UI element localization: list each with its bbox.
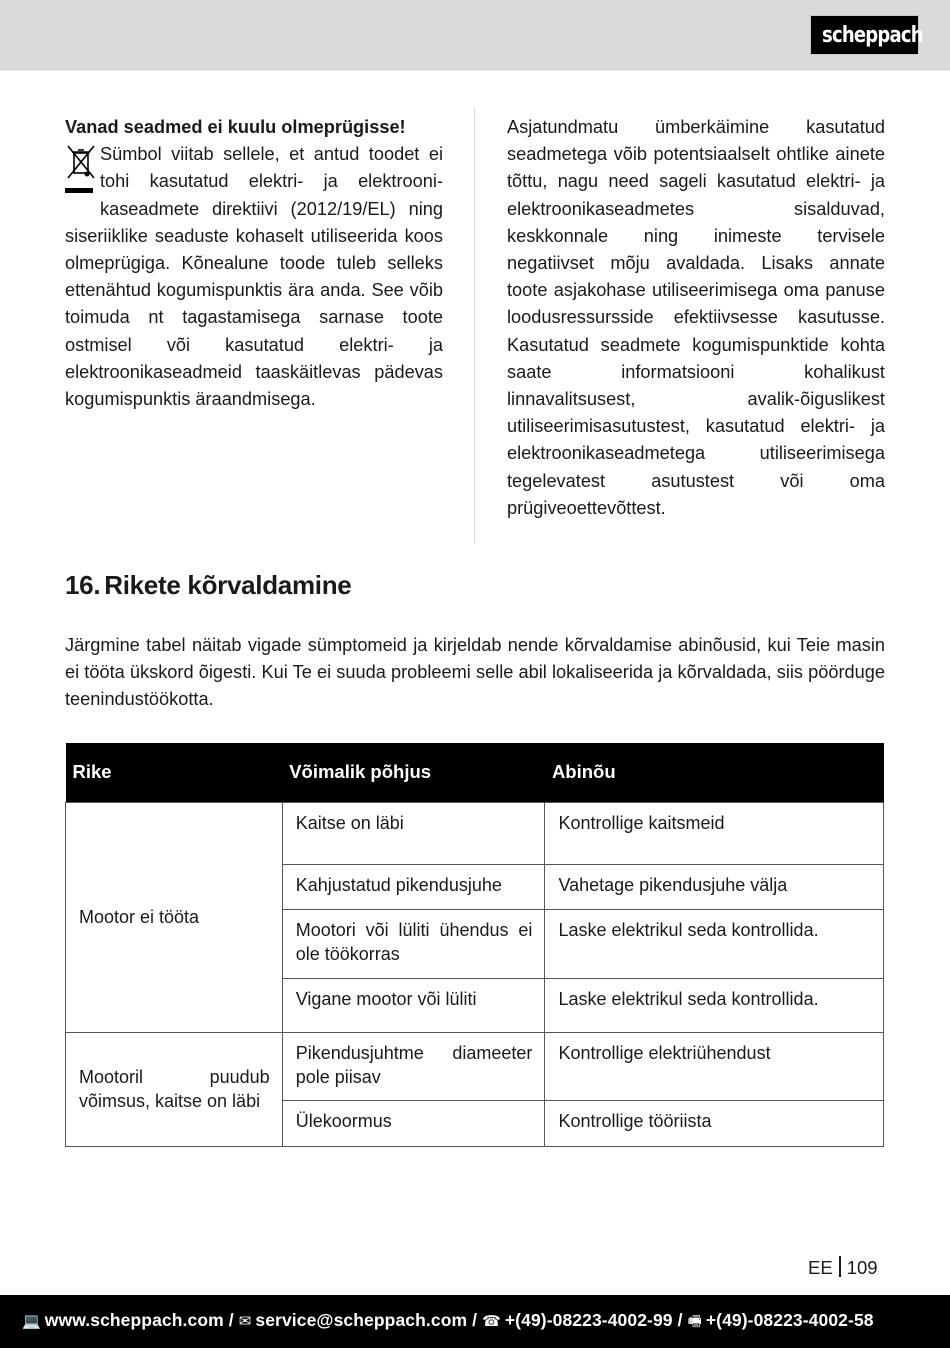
fault-cell: Mootor ei tööta <box>66 802 283 1032</box>
section-title-text: Rikete kõrvaldamine <box>104 570 352 600</box>
cause-cell: Kaitse on läbi <box>282 802 545 864</box>
remedy-cell: Laske elektrikul seda kontrollida. <box>545 909 884 978</box>
remedy-cell: Kontrollige tööriista <box>545 1100 884 1146</box>
cause-cell: Pikendusjuhtme diameeter pole piisav <box>282 1032 545 1100</box>
page-separator <box>839 1256 841 1277</box>
disposal-left-column <box>65 114 443 413</box>
remedy-cell: Vahetage pikendusjuhe välja <box>545 864 884 909</box>
remedy-cell: Laske elektrikul seda kontrollida. <box>545 978 884 1032</box>
footer-fax: +(49)-08223-4002-58 <box>705 1310 874 1330</box>
fault-cell: Mootoril puudub võimsus, kaitse on läbi <box>66 1032 283 1146</box>
remedy-cell: Kontrollige elektriühendust <box>545 1032 884 1100</box>
remedy-cell: Kontrollige kaitsmeid <box>545 802 884 864</box>
col-header-cause: Võimalik põhjus <box>282 743 545 802</box>
page-number-value: 109 <box>846 1257 878 1278</box>
header-bar <box>0 0 950 71</box>
page-number <box>808 1256 878 1279</box>
weee-crossed-bin-icon <box>65 143 97 197</box>
footer-phone: +(49)-08223-4002-99 <box>504 1310 673 1330</box>
column-divider <box>474 108 475 544</box>
section-number: 16. <box>65 570 101 600</box>
col-header-remedy: Abinõu <box>545 743 884 802</box>
footer-website[interactable]: www.scheppach.com <box>44 1310 224 1330</box>
footer-email[interactable]: service@scheppach.com <box>255 1310 468 1330</box>
troubleshooting-table <box>65 743 884 1147</box>
section-intro: Järgmine tabel näitab vigade sümptomeid ja kirjeldab nende kõrvaldamise abinõusid, kui Teie masin ei tööta ükskord õigesti. Kui Te ei suuda probleemi selle abil lokaliseerida ja kõrvaldada, siis pöörduge teenindustöökotta. <box>65 635 885 709</box>
fax-icon: 🖷 <box>687 1313 702 1330</box>
computer-icon: 💻 <box>22 1313 41 1330</box>
disposal-paragraph-left: Sümbol viitab sellele, et antud toodet ei tohi kasutatud elektri- ja elektroonikaseadmete direktiivi (2012/19/EL) ning siseriiklike seaduste kohaselt utiliseerida koos olmeprügiga. Kõnealune toode tuleb selleks ettenähtud kogumispunktis ära anda. See võib toimuda nt tagastamisega sarnase toote ostmisel või kasutatud elektri- ja elektroonikaseadmeid taaskäitlevas pädevas kogumispunktis äraandmisega. <box>65 144 443 410</box>
disposal-heading: Vanad seadmed ei kuulu olmeprügisse! <box>65 117 406 137</box>
brand-logo: scheppach <box>810 15 919 55</box>
phone-icon: ☎ <box>482 1313 501 1330</box>
mail-icon: ✉ <box>238 1313 252 1330</box>
col-header-fault: Rike <box>66 743 283 802</box>
table-row <box>66 1032 884 1100</box>
cause-cell: Kahjustatud pikendusjuhe <box>282 864 545 909</box>
cause-cell: Ülekoormus <box>282 1100 545 1146</box>
page-language: EE <box>808 1257 833 1278</box>
footer-separator: / <box>472 1310 478 1330</box>
disposal-paragraph-right: Asjatundmatu ümberkäimine kasutatud seadmetega võib potentsiaalselt ohtlike ainete tõttu, nagu need sageli kasutatud elektri- ja elektroonikaseadmetes sisalduvad, keskkonnale ning inimeste tervisele negatiivset mõju avaldada. Lisaks annate toote asjakohase utiliseerimisega oma panuse loodusressursside efektiivsesse kasutusse. Kasutatud seadmete kogumispunktide kohta saate informatsiooni kohalikust linnavalitsusest, avalik-õiguslikest utiliseerimisasutustest, kasutatud elektri- ja elektroonikaseadmetega utiliseerimisega tegelevatest asutustest või oma prügiveoettevõttest. <box>507 117 885 518</box>
footer-contact-bar <box>0 1295 950 1348</box>
section-title <box>65 570 351 601</box>
table-row <box>66 802 884 864</box>
cause-cell: Mootori või lüliti ühendus ei ole töökorras <box>282 909 545 978</box>
cause-cell: Vigane mootor või lüliti <box>282 978 545 1032</box>
disposal-right-column <box>507 114 885 522</box>
footer-separator: / <box>677 1310 683 1330</box>
table-header-row <box>66 743 884 802</box>
footer-separator: / <box>228 1310 234 1330</box>
